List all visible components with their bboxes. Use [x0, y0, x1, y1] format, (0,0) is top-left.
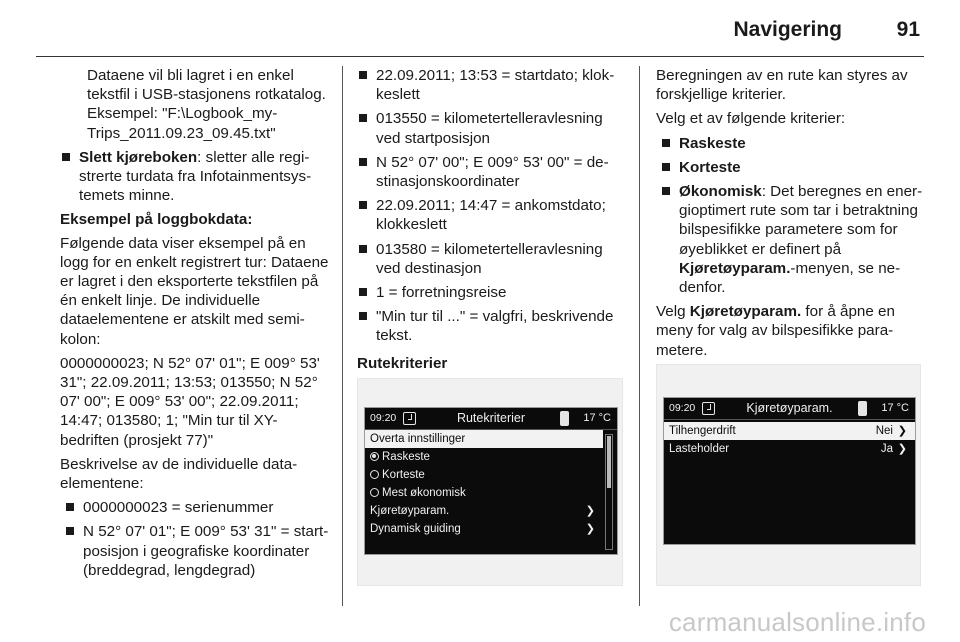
bullet-icon — [359, 288, 367, 296]
column-2 — [357, 66, 625, 377]
radio-selected-icon — [370, 452, 379, 461]
chevron-right-icon: ❯ — [897, 443, 907, 455]
screen-title: Rutekriterier — [456, 411, 526, 425]
list-item — [660, 158, 924, 177]
screen-status-bar — [664, 398, 915, 420]
vehicle-params-screen — [663, 397, 916, 545]
list-item — [357, 240, 625, 278]
chevron-right-icon: ❯ — [897, 425, 907, 437]
menu-item-label: Overta innstillinger — [370, 433, 466, 445]
menu-item-vehicle-params[interactable] — [365, 502, 603, 520]
bullet-icon — [66, 527, 74, 535]
bullet-icon — [66, 503, 74, 511]
temperature: 17 °C — [881, 402, 909, 414]
menu-item-carrier[interactable] — [664, 440, 915, 458]
column-1 — [60, 66, 330, 585]
bullet-icon — [359, 201, 367, 209]
menu-item-label: Dynamisk guiding — [370, 523, 461, 535]
menu-item-shortest[interactable] — [365, 466, 603, 484]
menu-item-fastest[interactable] — [365, 448, 603, 466]
paragraph: Velg et av følgende kriterier: — [656, 110, 846, 128]
column-divider-1 — [342, 66, 343, 606]
list-item — [357, 109, 625, 147]
bullet-icon — [62, 153, 70, 161]
menu-item-dynamic-guidance[interactable] — [365, 520, 603, 538]
menu-item-value: Nei — [875, 425, 893, 437]
chevron-right-icon: ❯ — [585, 505, 595, 517]
vehicle-params-figure — [656, 364, 921, 586]
column-3 — [656, 66, 924, 365]
menu-item-value: Ja — [880, 443, 893, 455]
menu-item-economic[interactable] — [365, 484, 603, 502]
bullet-icon — [359, 71, 367, 79]
bullet-icon — [359, 158, 367, 166]
text: Velg — [656, 303, 690, 321]
bullet-text: 0000000023 = serienummer — [83, 499, 274, 517]
bullet-text: 22.09.2011; 14:47 = ankomstdato; klokkeslett — [376, 197, 606, 234]
list-item — [357, 66, 625, 104]
section-heading-route-criteria: Rutekriterier — [357, 354, 448, 372]
column-divider-2 — [639, 66, 640, 606]
paragraph: Beregningen av en rute kan styres av forskjellige kriterier. — [656, 67, 908, 104]
text: for å åpne en meny for valg av bilspesifikke parametere. — [656, 303, 895, 359]
menu-item-label: Tilhengerdrift — [669, 425, 736, 437]
bullet-icon — [662, 139, 670, 147]
route-criteria-figure — [357, 378, 623, 586]
scrollbar-thumb[interactable] — [607, 436, 611, 488]
bullet-text: N 52° 07' 00"; E 009° 53' 00" = destinasjonskoordinater — [376, 153, 609, 191]
bullet-text: 013580 = kilometertelleravlesning ved destinasjon — [376, 240, 603, 277]
clock-time: 09:20 — [669, 402, 696, 414]
screen-status-bar — [365, 408, 617, 430]
usb-file-paragraph: Dataene vil bli lagret i en enkel tekstfil i USB-stasjonens rotkatalog. Eksempel: "F:\Logbook_my-Trips_2011.09.23_09.45.txt" — [87, 67, 326, 142]
bullet-term: Raskeste — [679, 134, 746, 152]
list-item — [660, 182, 924, 297]
bullet-text: "Min tur til ..." = valgfri, beskrivende tekst. — [376, 308, 614, 345]
bullet-text: N 52° 07' 01"; E 009° 53' 31" = startposisjon i geografiske koordinater (breddegrad, lengdegrad) — [83, 523, 329, 579]
menu-list — [664, 422, 915, 458]
phone-icon — [858, 401, 867, 416]
page-title: Navigering — [733, 18, 842, 41]
bullet-text: : sletter alle registrerte turdata fra Infotainmentsystemets minne. — [79, 148, 312, 205]
header-divider — [36, 56, 924, 57]
list-item — [660, 134, 924, 153]
list-item — [64, 498, 330, 517]
bullet-text: 1 = forretningsreise — [376, 284, 507, 302]
phone-icon — [560, 411, 569, 426]
paragraph — [656, 302, 924, 360]
temperature: 17 °C — [583, 412, 611, 424]
page-number: 91 — [896, 18, 920, 41]
watermark: carmanualsonline.info — [668, 607, 926, 637]
chevron-right-icon: ❯ — [585, 523, 595, 535]
menu-item-label: Mest økonomisk — [382, 487, 466, 499]
list-item — [357, 283, 625, 302]
paragraph: Beskrivelse av de individuelle dataelementene: — [60, 455, 298, 493]
paragraph: Følgende data viser eksempel på en logg for en enkelt registrert tur: Dataene er lagret i den eksporterte tekstfilen på én enkelt linje. De individuelle dataelementene er atskilt med semikolon: — [60, 234, 329, 348]
bullet-text: -menyen, se nedenfor. — [679, 259, 901, 297]
menu-item-trailer[interactable] — [664, 422, 915, 440]
menu-term: Kjøretøyparam. — [689, 303, 802, 321]
bullet-term: Korteste — [679, 158, 741, 176]
bullet-icon — [662, 187, 670, 195]
log-example: 0000000023; N 52° 07' 01"; E 009° 53' 31"; 22.09.2011; 13:53; 013550; N 52° 07' 00"; E 009° 53' 00"; 22.09.2011; 14:47; 013580; 1; "Min tur til XY-bedriften (prosjekt 77)" — [60, 354, 320, 449]
bullet-text: : Det beregnes en energioptimert rute som tar i betraktning bilspesifikke parametere som for øyeblikket er definert på — [679, 183, 923, 258]
list-item — [357, 196, 625, 234]
bullet-icon — [359, 312, 367, 320]
bullet-icon — [662, 163, 670, 171]
list-item — [357, 307, 625, 345]
bullet-icon — [359, 245, 367, 253]
screen-title: Kjøretøyparam. — [746, 401, 833, 415]
list-item — [357, 153, 625, 191]
menu-item-label: Kjøretøyparam. — [370, 505, 450, 517]
bullet-icon — [359, 114, 367, 122]
scrollbar[interactable] — [605, 434, 613, 550]
clock-time: 09:20 — [370, 412, 397, 424]
page-header — [0, 0, 960, 62]
section-heading: Eksempel på loggbokdata: — [60, 211, 253, 229]
route-criteria-screen — [364, 407, 618, 555]
menu-item-label: Lasteholder — [669, 443, 730, 455]
radio-icon — [370, 488, 379, 497]
menu-item-label: Korteste — [382, 469, 425, 481]
radio-icon — [370, 470, 379, 479]
bullet-text: 013550 = kilometertelleravlesning ved startposisjon — [376, 110, 603, 147]
menu-list — [365, 430, 603, 538]
list-item — [64, 522, 330, 580]
menu-item-label: Raskeste — [382, 451, 430, 463]
list-item — [60, 148, 330, 206]
bullet-term: Slett kjøreboken — [79, 148, 198, 166]
menu-item-adopt-settings[interactable] — [365, 430, 603, 448]
bullet-text: 22.09.2011; 13:53 = startdato; klokkeslett — [376, 67, 615, 104]
bullet-term: Økonomisk — [679, 183, 762, 201]
bullet-term: Kjøretøyparam. — [679, 259, 791, 277]
